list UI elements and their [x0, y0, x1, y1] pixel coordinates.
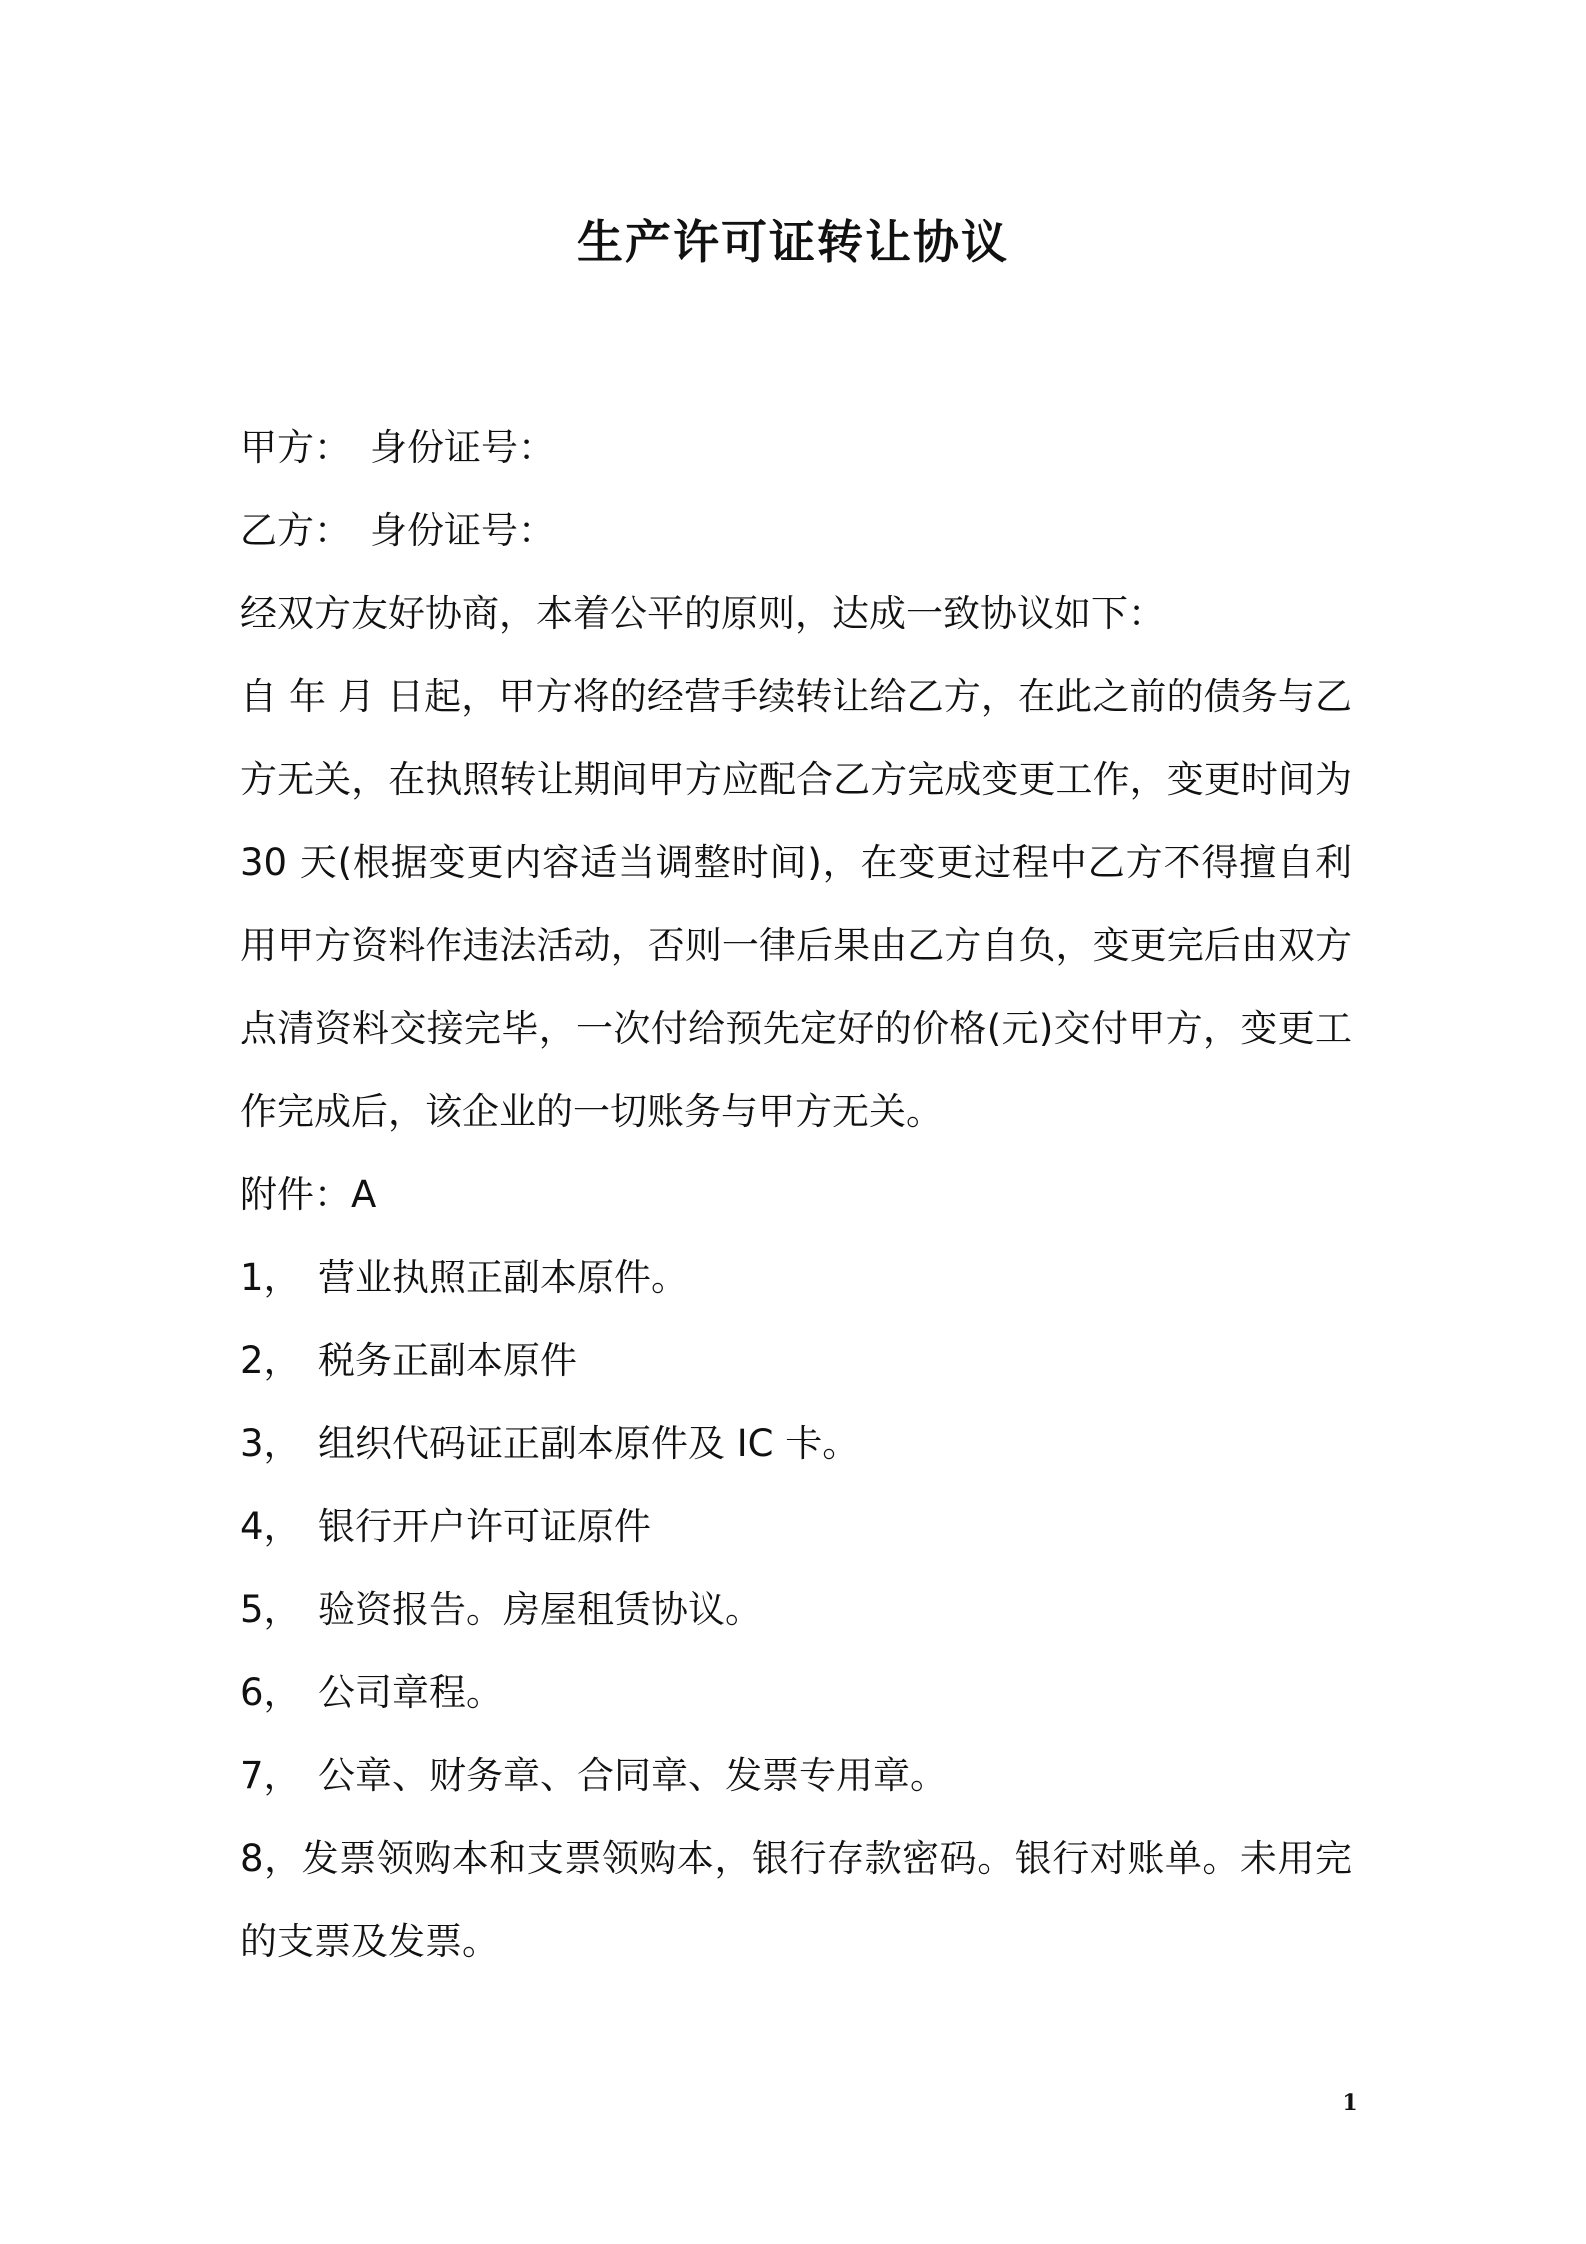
list-item-text: 银行开户许可证原件 — [318, 1505, 651, 1548]
party-b-line — [240, 489, 1352, 572]
list-item — [240, 1734, 1352, 1817]
list-item — [240, 1817, 1352, 1983]
list-item-number: 3， — [240, 1422, 301, 1465]
main-paragraph: 自 年 月 日起，甲方将的经营手续转让给乙方，在此之前的债务与乙方无关，在执照转让期间甲方应配合乙方完成变更工作，变更时间为 30 天(根据变更内容适当调整时间)，在变更过程中乙方不得擅自利用甲方资料作违法活动，否则一律后果由乙方自负，变更完后由双方点清资料交接完毕，一次付给预先定好的价格(元)交付甲方，变更工作完成后，该企业的一切账务与甲方无关。 — [240, 675, 1352, 1133]
list-item-text: 验资报告。房屋租赁协议。 — [318, 1588, 762, 1631]
list-item — [240, 1651, 1352, 1734]
list-item — [240, 1568, 1352, 1651]
list-item-text: 营业执照正副本原件。 — [318, 1256, 688, 1299]
preamble: 经双方友好协商，本着公平的原则，达成一致协议如下： — [240, 592, 1165, 635]
list-item-text: 组织代码证正副本原件及 IC 卡。 — [318, 1422, 860, 1465]
attachment-list — [240, 1236, 1352, 1983]
list-item-number: 5， — [240, 1588, 301, 1631]
list-item — [240, 1402, 1352, 1485]
list-item-number: 4， — [240, 1505, 301, 1548]
list-item — [240, 1236, 1352, 1319]
list-item-number: 7， — [240, 1754, 301, 1797]
party-b-role: 乙方： — [240, 509, 351, 552]
list-item-text: 公司章程。 — [318, 1671, 503, 1714]
page-number: 1 — [1342, 2090, 1358, 2116]
document-title: 生产许可证转让协议 — [577, 215, 1009, 269]
list-item-number: 1， — [240, 1256, 301, 1299]
list-item-number: 6， — [240, 1671, 301, 1714]
attachment-heading: 附件：A — [240, 1173, 377, 1216]
document-body — [240, 406, 1352, 1983]
party-a-id-label: 身份证号： — [370, 426, 555, 469]
party-a-line — [240, 406, 1352, 489]
list-item-text: 公章、财务章、合同章、发票专用章。 — [318, 1754, 947, 1797]
party-a-role: 甲方： — [240, 426, 351, 469]
list-item — [240, 1485, 1352, 1568]
list-item — [240, 1319, 1352, 1402]
party-b-id-label: 身份证号： — [370, 509, 555, 552]
list-item-text: 税务正副本原件 — [318, 1339, 577, 1382]
list-item-number: 8， — [240, 1837, 302, 1880]
list-item-text: 发票领购本和支票领购本，银行存款密码。银行对账单。未用完的支票及发票。 — [240, 1837, 1352, 1963]
list-item-number: 2， — [240, 1339, 301, 1382]
